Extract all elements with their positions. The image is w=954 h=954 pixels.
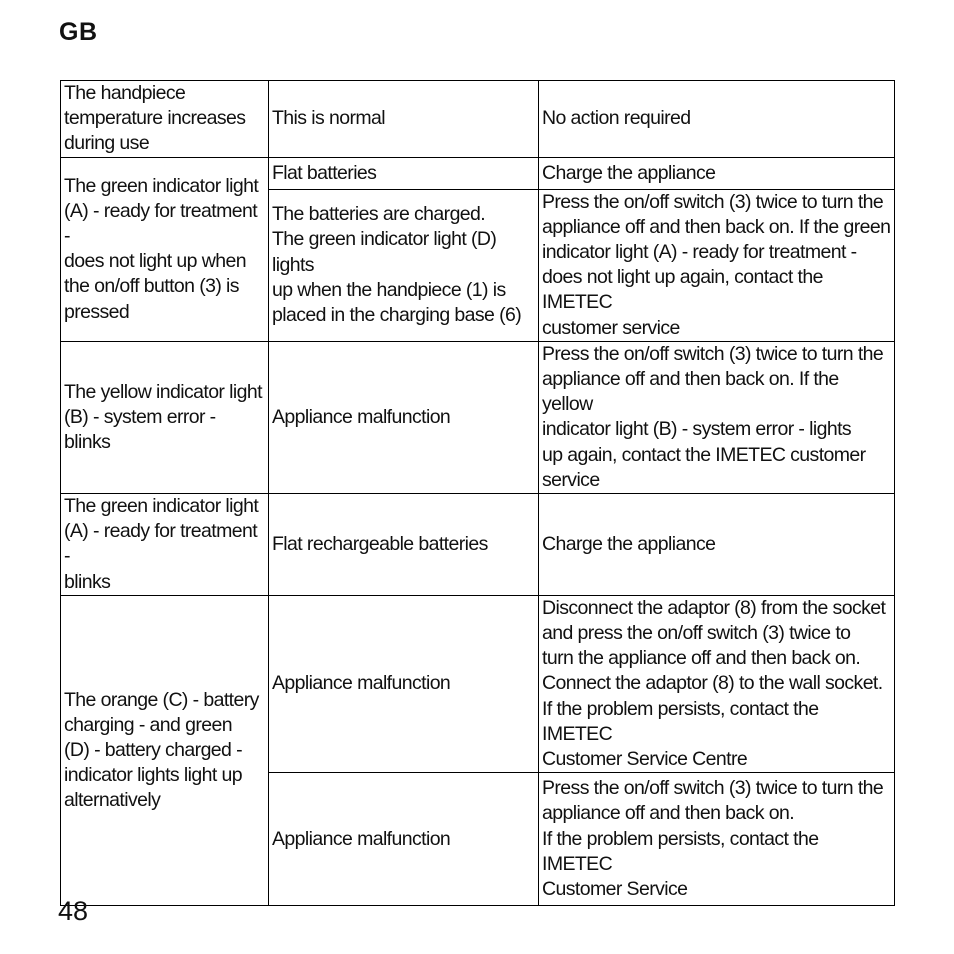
solution-cell: Press the on/off switch (3) twice to turn the appliance off and then back on. If the green indicator light (A) - ready for treatment - does not light up again, contact the IMETEC customer service [539, 189, 895, 341]
solution-cell: No action required [539, 81, 895, 158]
solution-cell: Press the on/off switch (3) twice to turn the appliance off and then back on. If the yellow indicator light (B) - system error - lights up again, contact the IMETEC customer service [539, 341, 895, 493]
page-number: 48 [58, 896, 89, 926]
problem-cell: The yellow indicator light (B) - system error - blinks [61, 341, 269, 493]
solution-cell: Disconnect the adaptor (8) from the socket and press the on/off switch (3) twice to turn the appliance off and then back on. Connect the adaptor (8) to the wall socket. If the problem persists, contact the IMETEC Customer Service Centre [539, 595, 895, 772]
cause-cell: This is normal [269, 81, 539, 158]
table-row [61, 157, 895, 189]
cause-cell: Appliance malfunction [269, 341, 539, 493]
table-row [61, 494, 895, 596]
language-code: GB [59, 18, 98, 46]
solution-cell: Charge the appliance [539, 157, 895, 189]
cause-cell: Flat batteries [269, 157, 539, 189]
solution-cell: Charge the appliance [539, 494, 895, 596]
table-row [61, 341, 895, 493]
troubleshooting-table [60, 80, 895, 906]
problem-cell: The green indicator light (A) - ready for treatment - does not light up when the on/off button (3) is pressed [61, 157, 269, 341]
solution-cell: Press the on/off switch (3) twice to turn the appliance off and then back on. If the problem persists, contact the IMETEC Customer Service [539, 773, 895, 906]
cause-cell: The batteries are charged. The green indicator light (D) lights up when the handpiece (1) is placed in the charging base (6) [269, 189, 539, 341]
problem-cell: The orange (C) - battery charging - and green (D) - battery charged - indicator lights light up alternatively [61, 595, 269, 905]
table-row [61, 595, 895, 772]
cause-cell: Flat rechargeable batteries [269, 494, 539, 596]
table-row [61, 81, 895, 158]
problem-cell: The handpiece temperature increases during use [61, 81, 269, 158]
problem-cell: The green indicator light (A) - ready for treatment - blinks [61, 494, 269, 596]
cause-cell: Appliance malfunction [269, 595, 539, 772]
cause-cell: Appliance malfunction [269, 773, 539, 906]
